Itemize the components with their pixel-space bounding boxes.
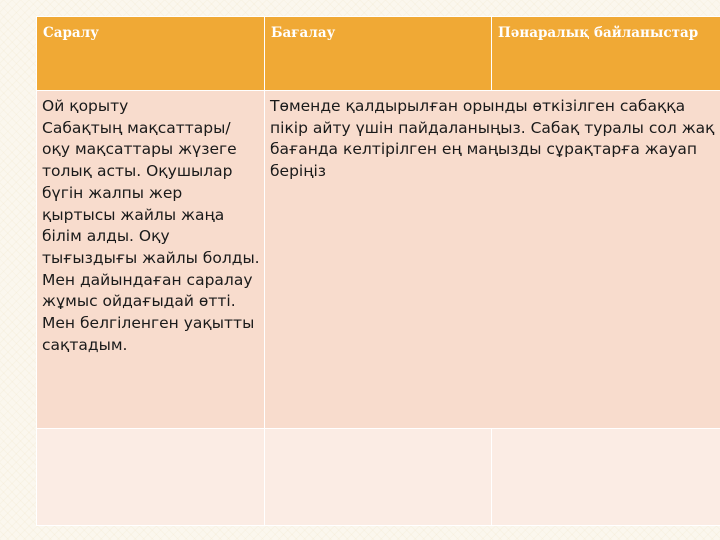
- empty-cell-2: [265, 429, 492, 526]
- table-row-empty: [37, 429, 720, 526]
- table-row-reflection: [37, 91, 720, 429]
- header-assessment: Бағалау: [265, 17, 492, 91]
- empty-cell-3: [492, 429, 720, 526]
- lesson-reflection-table: [36, 16, 720, 526]
- header-interdisciplinary-links: Пәнаралық байланыстар: [492, 17, 720, 91]
- instruction-cell: Төменде қалдырылған орынды өткізілген сабаққа пікір айту үшін пайдаланыңыз. Сабақ туралы сол жақ бағанда келтірілген ең маңызды сұрақтарға жауап беріңіз: [265, 91, 720, 429]
- empty-cell-1: [37, 429, 265, 526]
- header-differentiation: Саралу: [37, 17, 265, 91]
- reflection-cell: Ой қорыту Сабақтың мақсаттары/ оқу мақсаттары жүзеге толық асты. Оқушылар бүгін жалпы жер қыртысы жайлы жаңа білім алды. Оқу тығыздығы жайлы болды. Мен дайындаған саралау жұмыс ойдағыдай өтті. Мен белгіленген уақытты сақтадым.: [37, 91, 265, 429]
- table-header-row: [37, 17, 720, 91]
